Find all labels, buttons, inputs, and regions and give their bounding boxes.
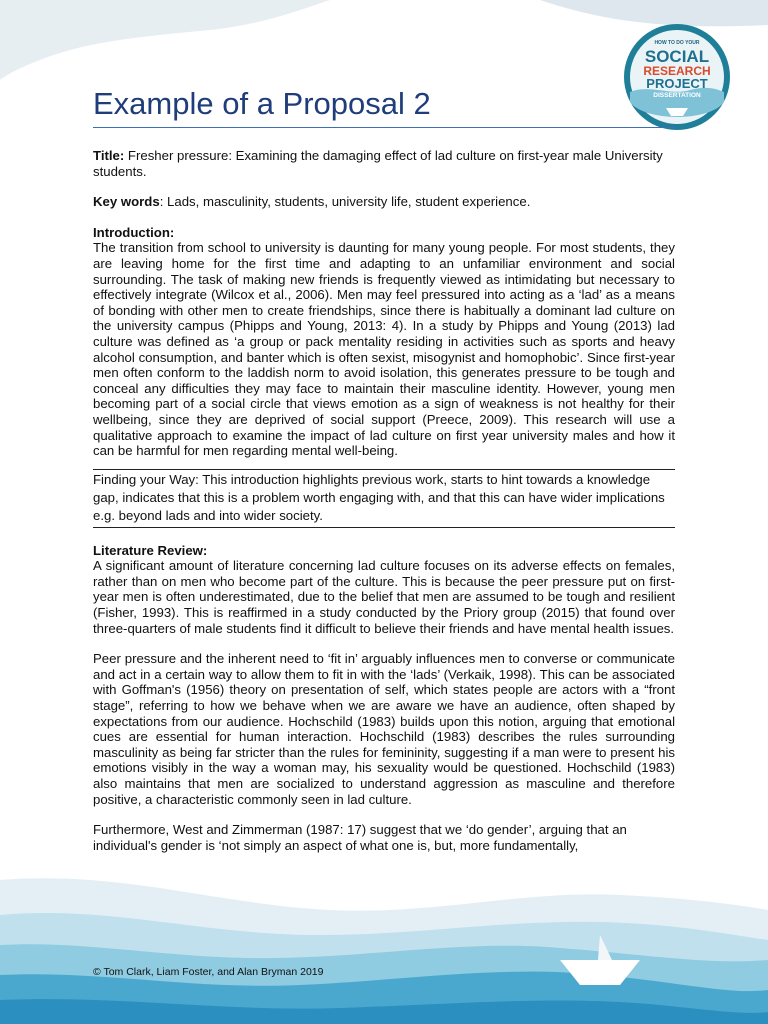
keywords-text: : Lads, masculinity, students, university life, student experience. — [159, 194, 531, 210]
title-paragraph — [93, 148, 675, 179]
logo-line1: SOCIAL — [644, 47, 710, 66]
literature-paragraph-2: Peer pressure and the inherent need to ‘fit in’ arguably influences men to converse or communicate and act in a certain way to allow them to fit in with the ‘lads’ (Verkaik, 1998). This can be associated with Goffman's (1956) theory on presentation of self, which states people are actors with a “front stage”, referring to how we behave when we are aware we have an audience, often shaped by expectations from our audience. Hochschild (1983) builds upon this notion, arguing that emotional cues are essential for human interaction. Hochschild (1983) describes the rules surrounding masculinity as being far stricter than the rules for femininity, suggesting if a man were to present his emotions visibly in the way a woman may, his sexuality would be questioned. Hochschild (1983) also maintains that men are socialized to understand aggression as masculine and therefore positive, a characteristic commonly seen in lad culture. — [93, 651, 675, 807]
literature-paragraph-3: Furthermore, West and Zimmerman (1987: 17) suggest that we ‘do gender’, arguing that an individual's gender is ‘not simply an aspect of what one is, but, more fundamentally, — [93, 822, 627, 853]
logo-top-line: HOW TO DO YOUR — [654, 40, 700, 46]
introduction-body: The transition from school to university is daunting for many young people. For most students, they are leaving home for the first time and adapting to an unfamiliar environment and social surrounding. The task of making new friends is frequently viewed as intimidating but necessary to effectively integrate (Wilcox et al., 2006). Men may feel pressured into acting as a ‘lad’ as a means of bonding with other men to create friendships, since there is habitually a dominant lad culture on the university campus (Phipps and Young, 2013: 4). In a study by Phipps and Young (2013) lad culture was defined as ‘a group or pack mentality residing in activities such as sports and heavy alcohol consumption, and banter which is often sexist, misogynist and homophobic’. Since first-year men often conform to the laddish norm to avoid isolation, this generates pressure to be tough and conceal any difficulties they may face to maintain their masculine identity. However, young men becoming part of a social circle that views emotion as a sign of weakness is not healthy for their wellbeing, since they are deprived of social support (Preece, 2009). This research will use a qualitative approach to examine the impact of lad culture on first year university males and how it can be harmful for men regarding mental well-being. — [93, 240, 675, 459]
logo-line4: DISSERTATION — [653, 92, 701, 99]
title-text: Fresher pressure: Examining the damaging effect of lad culture on first-year male University students. — [93, 148, 663, 179]
page-title: Example of a Proposal 2 — [93, 86, 431, 121]
copyright-footer: © Tom Clark, Liam Foster, and Alan Bryman 2019 — [93, 966, 324, 978]
keywords-label: Key words — [93, 194, 160, 210]
literature-paragraph-1: A significant amount of literature concerning lad culture focuses on its adverse effects on females, rather than on men who become part of the culture. This is because the peer pressure put on first-year men is often underestimated, due to the belief that men are assumed to be tough and resilient (Fisher, 1993). This is reaffirmed in a study conducted by the Priory group (2015) that found over three-quarters of male students find it difficult to believe their friends and have mental health issues. — [93, 558, 675, 636]
introduction-heading: Introduction: — [93, 224, 175, 240]
title-label: Title: — [93, 148, 125, 163]
document-body — [93, 148, 675, 853]
title-divider — [93, 127, 675, 128]
literature-review-heading: Literature Review: — [93, 542, 208, 558]
logo-line3: PROJECT — [646, 76, 708, 91]
logo-line2: RESEARCH — [643, 64, 711, 78]
book-logo — [620, 22, 734, 132]
keywords-paragraph — [93, 194, 675, 210]
finding-your-way-callout: Finding your Way: This introduction highlights previous work, starts to hint towards a knowledge gap, indicates that this is a problem worth engaging with, and that this can have wider implications e.g. beyond lads and into wider society. — [93, 469, 675, 528]
